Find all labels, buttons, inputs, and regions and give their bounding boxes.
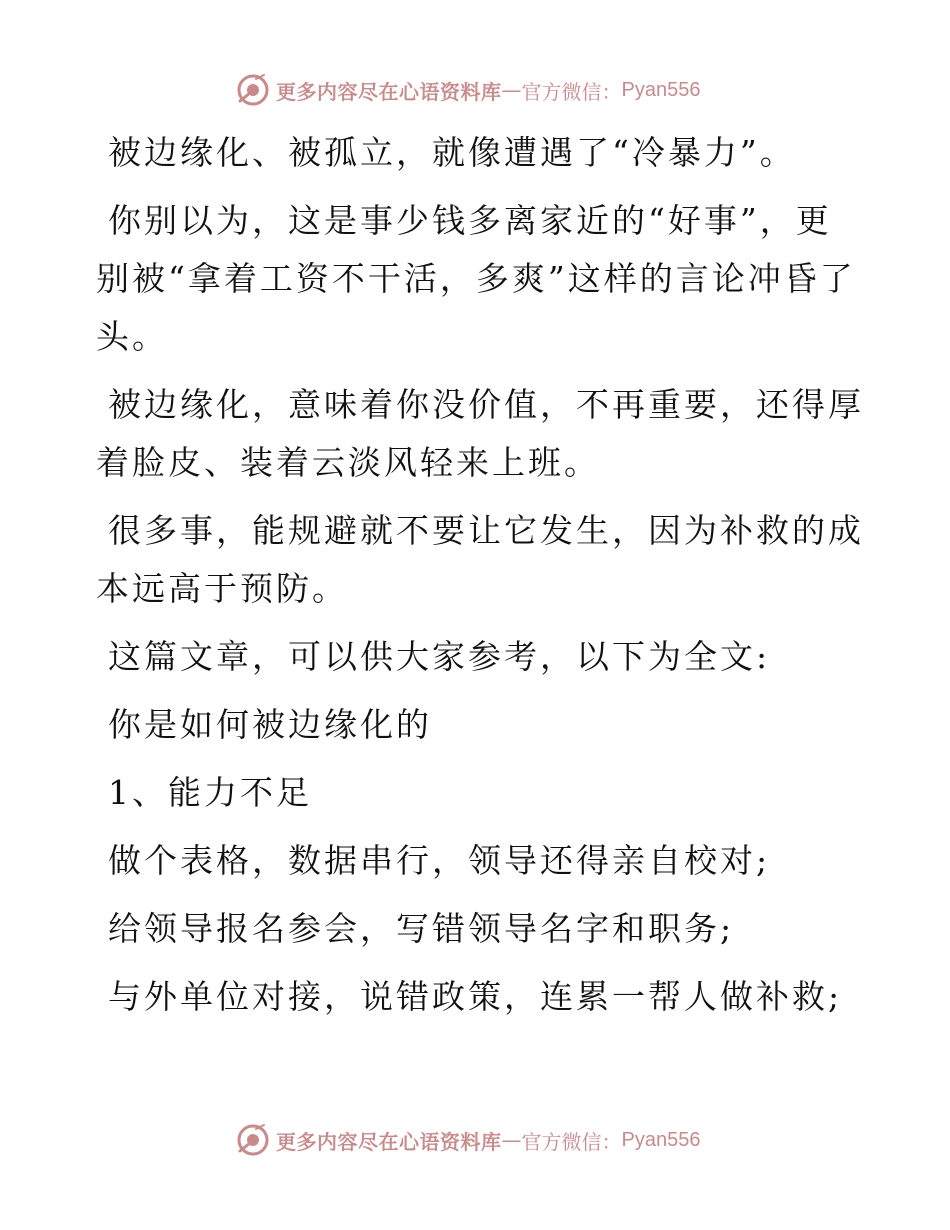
- watermark-wechat-id: Pyan556: [621, 1128, 701, 1151]
- watermark-separator: —: [501, 78, 522, 102]
- header-watermark: [236, 72, 700, 108]
- paragraph: 做个表格，数据串行，领导还得亲自校对;: [108, 841, 771, 880]
- watermark-wechat-id: Pyan556: [621, 78, 701, 101]
- watermark-logo-icon: [236, 1123, 270, 1157]
- paragraph: 给领导报名参会，写错领导名字和职务;: [108, 909, 735, 948]
- paragraph: 与外单位对接，说错政策，连累一帮人做补救;: [108, 977, 843, 1016]
- paragraph: 很多事，能规避就不要让它发生，因为补救的成本远高于预防。: [96, 511, 864, 608]
- subsection-heading: 1、能力不足: [108, 773, 312, 812]
- paragraph: 这篇文章，可以供大家参考，以下为全文:: [108, 637, 771, 676]
- document-body: [96, 124, 866, 1036]
- watermark-wechat-label: 官方微信：: [521, 79, 622, 104]
- footer-watermark: [236, 1122, 700, 1158]
- watermark-logo-icon: [236, 73, 270, 107]
- watermark-wechat-label: 官方微信：: [521, 1129, 622, 1154]
- paragraph: 被边缘化、被孤立，就像遭遇了“冷暴力”。: [108, 133, 796, 172]
- section-heading: 你是如何被边缘化的: [108, 705, 432, 744]
- watermark-brand: 更多内容尽在心语资料库: [276, 79, 502, 104]
- paragraph: 被边缘化，意味着你没价值，不再重要，还得厚着脸皮、装着云淡风轻来上班。: [96, 385, 864, 482]
- paragraph: 你别以为，这是事少钱多离家近的“好事”，更别被“拿着工资不干活，多爽”这样的言论冲昏了头。: [96, 201, 856, 356]
- watermark-separator: —: [501, 1128, 522, 1152]
- watermark-brand: 更多内容尽在心语资料库: [276, 1129, 502, 1154]
